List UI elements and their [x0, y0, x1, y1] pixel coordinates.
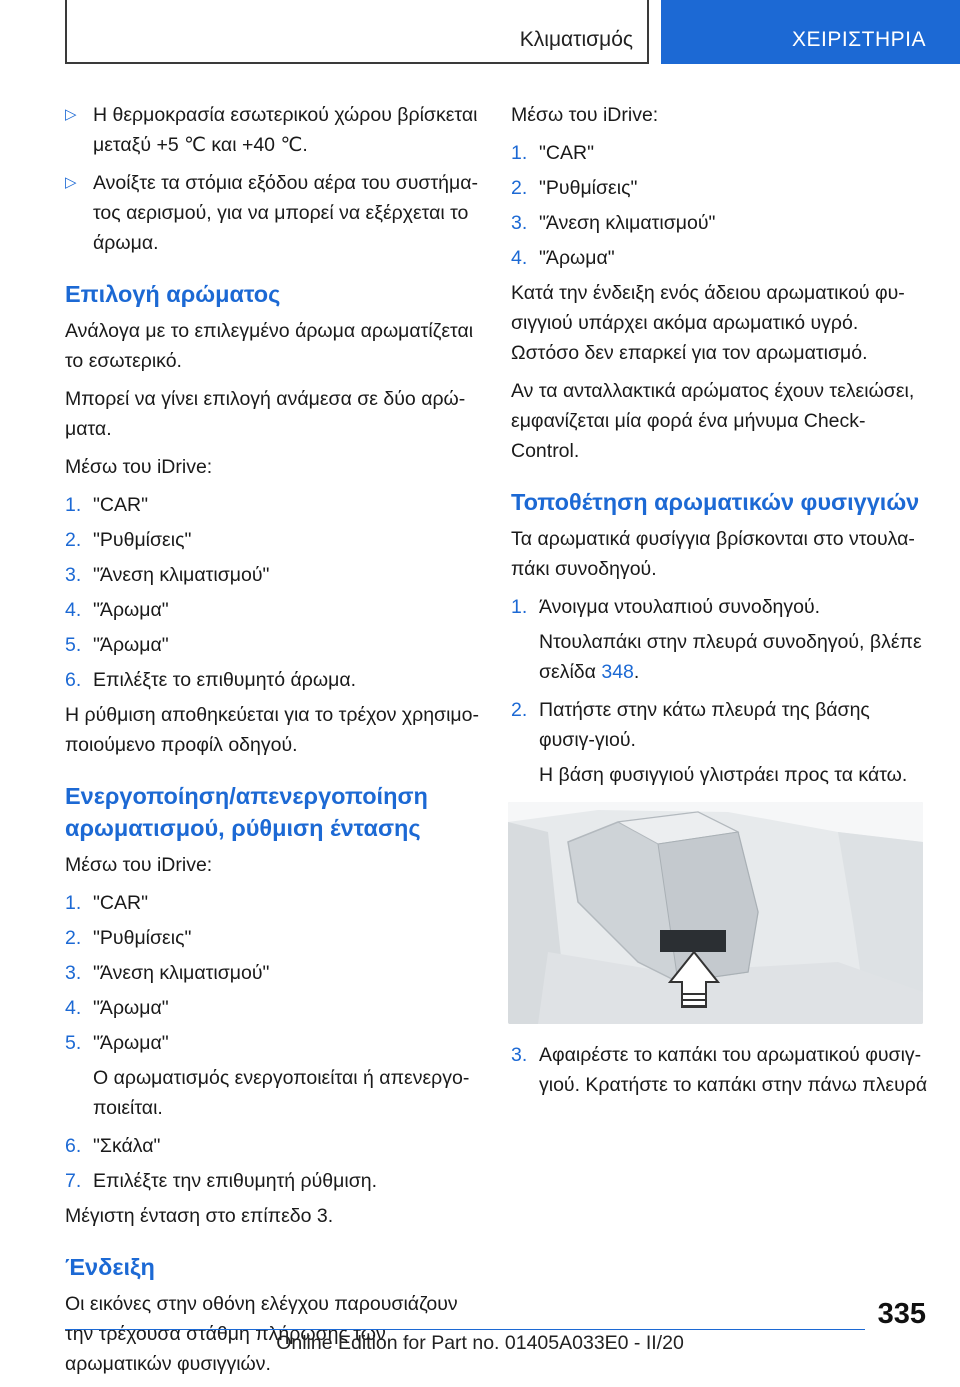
step-item — [65, 595, 490, 625]
step-item — [511, 208, 929, 238]
step-text: "Άρωμα" — [93, 997, 169, 1019]
step-text: "Άνεση κλιματισμού" — [93, 564, 270, 586]
section-title: Κλιματισμός — [519, 28, 633, 51]
step-text: "CAR" — [93, 892, 149, 914]
step-text: "Άνεση κλιματισμού" — [93, 962, 270, 984]
paragraph: Τα αρωματικά φυσίγγια βρίσκονται στο ντουλα-πάκι συνοδηγού. — [511, 528, 915, 580]
bullet-text: Ανοίξτε τα στόμια εξόδου αέρα του συστήμα-τος αερισμού, για να μπορεί να εξέρχεται το άρωμα. — [93, 172, 479, 254]
paragraph: Η ρύθμιση αποθηκεύεται για το τρέχον χρησιμο-ποιούμενο προφίλ οδηγού. — [65, 704, 479, 756]
step-text: "Άρωμα" — [539, 247, 615, 269]
bullet-marker-icon: ▷ — [65, 106, 77, 123]
step-item — [65, 923, 490, 953]
footer-edition: Online Edition for Part no. 01405A033E0 - II/20 — [276, 1332, 684, 1354]
heading-display: Ένδειξη — [65, 1254, 155, 1280]
step-text: "Ρυθμίσεις" — [539, 177, 638, 199]
paragraph: Μέσω του iDrive: — [65, 854, 213, 876]
step-item — [511, 173, 929, 203]
step-item — [511, 243, 929, 273]
step-text: Επιλέξτε την επιθυμητή ρύθμιση. — [93, 1170, 377, 1192]
step-item — [511, 695, 929, 755]
step-number: 2. — [511, 699, 528, 721]
step-text: "Σκάλα" — [93, 1135, 161, 1157]
step-item — [65, 560, 490, 590]
step-number: 6. — [65, 669, 82, 691]
step-item — [65, 665, 490, 695]
step-note-end: . — [633, 661, 640, 683]
paragraph: Οι εικόνες στην οθόνη ελέγχου παρουσιάζουν την τρέχουσα στάθμη πλήρωσης των αρωματικών φυσιγγιών. — [65, 1293, 458, 1375]
step-number: 3. — [65, 564, 82, 586]
step-note: Η βάση φυσιγγιού γλιστράει προς τα κάτω. — [539, 764, 908, 786]
step-number: 1. — [65, 494, 82, 516]
right-column — [511, 100, 929, 1105]
step-note — [511, 627, 929, 687]
bullet-item — [65, 100, 490, 160]
paragraph: Αν τα ανταλλακτικά αρώματος έχουν τελειώσει, εμφανίζεται μία φορά ένα μήνυμα Check-Control. — [511, 380, 915, 462]
heading-scent-selection: Επιλογή αρώματος — [65, 281, 281, 307]
step-text: "Άρωμα" — [93, 634, 169, 656]
left-column — [65, 100, 490, 1387]
step-item — [65, 958, 490, 988]
step-number: 2. — [65, 529, 82, 551]
header-box — [65, 0, 649, 64]
step-text: "CAR" — [93, 494, 149, 516]
chapter-tab-label: ΧΕΙΡΙΣΤΗΡΙΑ — [791, 28, 926, 51]
paragraph: Μέσω του iDrive: — [511, 104, 659, 126]
step-item — [65, 1028, 490, 1058]
step-text: "CAR" — [539, 142, 595, 164]
step-text: "Ρυθμίσεις" — [93, 529, 192, 551]
step-item — [511, 1040, 929, 1100]
step-item — [65, 1131, 490, 1161]
step-item — [65, 993, 490, 1023]
step-note: Ο αρωματισμός ενεργοποιείται ή απενεργο-ποιείται. — [93, 1067, 470, 1119]
step-text: Πατήστε στην κάτω πλευρά της βάσης φυσιγ-γιού. — [539, 699, 870, 751]
step-number: 3. — [511, 212, 528, 234]
step-text: "Άρωμα" — [93, 1032, 169, 1054]
step-item — [65, 525, 490, 555]
heading-cartridge-insertion: Τοποθέτηση αρωματικών φυσιγγιών — [511, 489, 920, 515]
step-text: "Άνεση κλιματισμού" — [539, 212, 716, 234]
page-number: 335 — [877, 1298, 926, 1330]
step-number: 1. — [65, 892, 82, 914]
bullet-item — [65, 168, 490, 258]
step-number: 1. — [511, 596, 528, 618]
step-item — [65, 490, 490, 520]
page-link[interactable]: 348 — [601, 661, 634, 683]
step-number: 2. — [65, 927, 82, 949]
paragraph: Κατά την ένδειξη ενός άδειου αρωματικού φυ-σιγγιού υπάρχει ακόμα αρωματικό υγρό. Ωστόσο δεν επαρκεί για τον αρωματισμό. — [511, 282, 905, 364]
bullet-marker-icon: ▷ — [65, 174, 77, 191]
step-number: 6. — [65, 1135, 82, 1157]
footer-divider — [65, 1329, 865, 1330]
heading-scent-activation: Ενεργοποίηση/απενεργοποίηση αρωματισμού, ρύθμιση έντασης — [65, 783, 428, 841]
step-item — [65, 888, 490, 918]
paragraph: Μέσω του iDrive: — [65, 456, 213, 478]
step-item — [511, 592, 929, 622]
step-item — [511, 138, 929, 168]
glovebox-cartridge-illustration — [508, 802, 923, 1024]
step-item — [65, 1166, 490, 1196]
chapter-tab[interactable] — [661, 0, 960, 64]
step-number: 2. — [511, 177, 528, 199]
step-number: 3. — [511, 1044, 528, 1066]
step-number: 7. — [65, 1170, 82, 1192]
step-note-text: Ντουλαπάκι στην πλευρά συνοδηγού, βλέπε σελίδα — [539, 631, 922, 683]
step-item — [65, 630, 490, 660]
step-number: 5. — [65, 634, 82, 656]
step-number: 3. — [65, 962, 82, 984]
step-text: Άνοιγμα ντουλαπιού συνοδηγού. — [539, 596, 821, 618]
paragraph: Μέγιστη ένταση στο επίπεδο 3. — [65, 1205, 334, 1227]
step-number: 4. — [511, 247, 528, 269]
step-number: 4. — [65, 599, 82, 621]
paragraph: Ανάλογα με το επιλεγμένο άρωμα αρωματίζεται το εσωτερικό. — [65, 320, 474, 372]
step-number: 5. — [65, 1032, 82, 1054]
step-text: "Ρυθμίσεις" — [93, 927, 192, 949]
step-number: 1. — [511, 142, 528, 164]
step-number: 4. — [65, 997, 82, 1019]
bullet-text: Η θερμοκρασία εσωτερικού χώρου βρίσκεται μεταξύ +5 ℃ και +40 ℃. — [93, 104, 478, 156]
step-text: Επιλέξτε το επιθυμητό άρωμα. — [93, 669, 357, 691]
step-text: Αφαιρέστε το καπάκι του αρωματικού φυσιγ-γιού. Κρατήστε το καπάκι στην πάνω πλευρά — [539, 1044, 928, 1096]
step-text: "Άρωμα" — [93, 599, 169, 621]
paragraph: Μπορεί να γίνει επιλογή ανάμεσα σε δύο αρώ-ματα. — [65, 388, 466, 440]
